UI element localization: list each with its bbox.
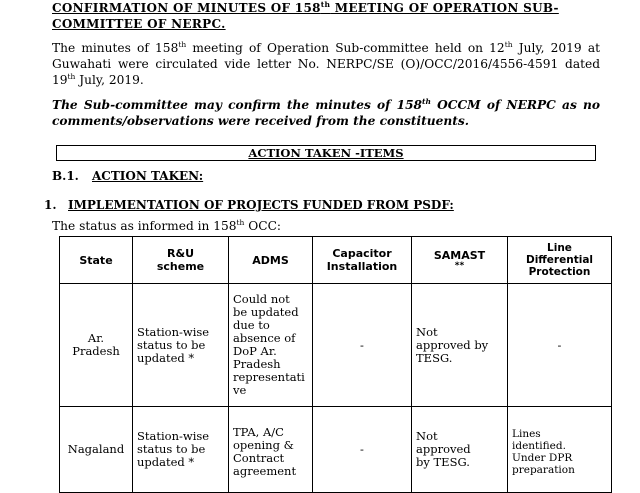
cell-state: Nagaland xyxy=(60,407,133,493)
cell-capacitor: - xyxy=(313,284,412,407)
section-b1-heading xyxy=(52,168,203,184)
section-1-title: IMPLEMENTATION OF PROJECTS FUNDED FROM PSDF: xyxy=(68,198,454,212)
confirmation-paragraph: The Sub-committee may confirm the minutes of 158th OCCM of NERPC as no comments/observations were received from the constituents. xyxy=(52,96,600,128)
cell-ru-scheme: Station-wise status to be updated * xyxy=(133,407,229,493)
table-header-row xyxy=(60,237,612,284)
section-b1-number: B.1. xyxy=(52,169,79,183)
cell-state: Ar. Pradesh xyxy=(60,284,133,407)
cell-line-differential: Lines identified. Under DPR preparation xyxy=(508,407,612,493)
status-intro-line: The status as informed in 158th OCC: xyxy=(52,217,281,233)
header-state: State xyxy=(60,237,133,284)
cell-adms: Could not be updated due to absence of DoP Ar. Pradesh representati ve xyxy=(229,284,313,407)
cell-adms: TPA, A/C opening & Contract agreement xyxy=(229,407,313,493)
section-1-number: 1. xyxy=(44,198,57,212)
action-taken-items-banner: ACTION TAKEN -ITEMS xyxy=(56,145,596,161)
cell-ru-scheme: Station-wise status to be updated * xyxy=(133,284,229,407)
minutes-heading-line1: CONFIRMATION OF MINUTES OF 158th MEETING OF OPERATION SUB- xyxy=(52,0,559,15)
section-b1-title: ACTION TAKEN: xyxy=(92,169,204,183)
minutes-heading-line2: COMMITTEE OF NERPC. xyxy=(52,17,226,31)
header-ru-scheme: R&U scheme xyxy=(133,237,229,284)
header-capacitor-installation: Capacitor Installation xyxy=(313,237,412,284)
cell-samast: Not approved by TESG. xyxy=(412,284,508,407)
cell-samast: Not approved by TESG. xyxy=(412,407,508,493)
cell-capacitor: - xyxy=(313,407,412,493)
psdf-status-table xyxy=(59,236,612,493)
header-line-differential-protection: Line Differential Protection xyxy=(508,237,612,284)
cell-line-differential: - xyxy=(508,284,612,407)
header-samast: SAMAST ** xyxy=(412,237,508,284)
intro-paragraph: The minutes of 158th meeting of Operation Sub-committee held on 12th July, 2019 at Guwahati were circulated vide letter No. NERPC/SE (O)/OCC/2016/4556-4591 dated 19th July, 2019. xyxy=(52,39,600,87)
table-row xyxy=(60,284,612,407)
section-1-heading xyxy=(44,197,454,213)
header-adms: ADMS xyxy=(229,237,313,284)
minutes-heading xyxy=(52,0,600,32)
